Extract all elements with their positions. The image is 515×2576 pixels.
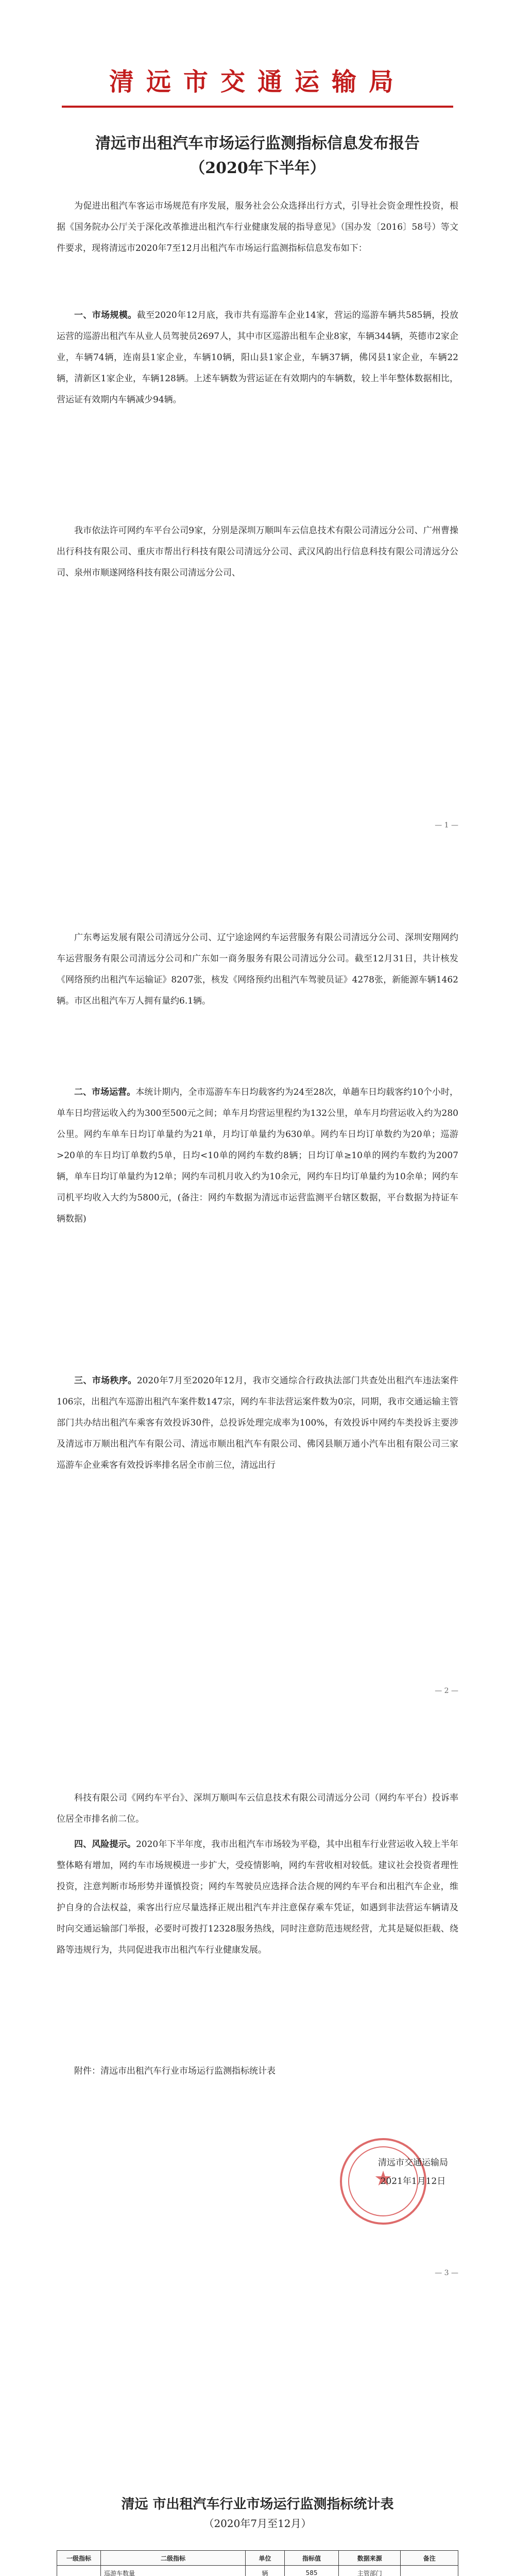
page-number: — 3 — (435, 2269, 458, 2277)
group-label (57, 2566, 101, 2576)
table-cell: 主管部门 (339, 2566, 401, 2576)
attachment-note: 附件：清远市出租汽车行业市场运行监测指标统计表 (74, 2066, 276, 2076)
section-4-heading: 四、风险提示。 (74, 1839, 136, 1850)
page-1 (0, 0, 515, 850)
column-header: 备注 (401, 2551, 458, 2566)
section-1-paragraph (57, 305, 458, 411)
page-3 (0, 1731, 515, 2298)
document-title: 清远市出租汽车市场运行监测指标信息发布报告（2020年下半年） (95, 134, 420, 177)
letterhead-rule (62, 106, 453, 108)
column-header: 指标值 (285, 2551, 339, 2566)
signature-date: 2021年1月12日 (380, 2176, 446, 2187)
section-3-paragraph (57, 1370, 458, 1476)
column-header: 一级指标 (57, 2551, 101, 2566)
column-header: 数据来源 (339, 2551, 401, 2566)
section-1-continued: 广东粤运发展有限公司清远分公司、辽宁途途网约车运营服务有限公司清远分公司、深圳安翔网约车运营服务有限公司清远分公司和广东如一商务服务有限公司清远分公司。截至12月31日，共计核发《网络预约出租汽车运输证》8207张，核发《网络预约出租汽车驾驶员证》4278张，新能源车辆1462辆。市区出租汽车万人拥有量约6.1辆。 (57, 933, 458, 1006)
section-2-paragraph (57, 1082, 458, 1230)
table-header-row (57, 2551, 458, 2566)
page-4 (0, 2308, 515, 2576)
intro-paragraph: 为促进出租汽车客运市场规范有序发展，服务社会公众选择出行方式，引导社会资金理性投资，根据《国务院办公厅关于深化改革推进出租汽车行业健康发展的指导意见》（国办发〔2016〕58号）等文件要求，现将清远市2020年7至12月出租汽车市场运行监测指标信息发布如下： (57, 201, 458, 253)
table-cell (401, 2566, 458, 2576)
signature-org: 清远市交通运输局 (378, 2158, 448, 2168)
page-number: — 2 — (435, 1687, 458, 1695)
table-cell: 585 (285, 2566, 339, 2576)
table-cell: 巡游车数量 (101, 2566, 246, 2576)
section-2-heading: 二、市场运营。 (74, 1087, 136, 1097)
table-title: 清远 市出租汽车行业市场运行监测指标统计表 (121, 2497, 394, 2512)
section-1-body: 截至2020年12月底，我市共有巡游车企业14家，营运的巡游车辆共585辆，投放运营的巡游出租汽车从业人员驾驶员2697人，其中市区巡游出租车企业8家，车辆344辆，英德市2家企业，车辆74辆，连南县1家企业，车辆10辆，阳山县1家企业，车辆37辆，佛冈县1家企业，车辆22辆，清新区1家企业，车辆128辆。上述车辆数为营运证在有效期内的车辆数，较上半年整体数据相比，营运证有效期内车辆减少94辆。 (57, 310, 458, 405)
section-4-paragraph (57, 1834, 458, 1961)
section-1-paragraph-2: 我市依法许可网约车平台公司9家，分别是深圳万顺叫车云信息技术有限公司清远分公司、广州曹操出行科技有限公司、重庆市帮出行科技有限公司清远分公司、武汉风韵出行信息科技有限公司清远分公司、泉州市顺遂网络科技有限公司清远分公司、 (57, 526, 458, 578)
statistics-table (57, 2550, 458, 2576)
signature-block (378, 2154, 448, 2191)
section-2-body: 本统计期内，全市巡游车车日均载客约为24至28次，单趟车日均载客约10个小时，单车日均营运收入约为300至500元之间；单车月均营运里程约为132公里，单车月均营运收入约为280公里。网约车单车日均订单量约为21单，月均订单量约为630单。网约车日均订单数约为20单；巡游>20单的车日均订单数约5单，日均<10单的网约车数约8辆；日均订单≥10单的网约车数约为2007辆，单车日均订单量约为12单；网约车司机月收入约为10余元，网约车日均订单量约为10余单；网约车司机平均收入大约为5800元，(备注：网约车数据为清远市运营监测平台辖区数据，平台数据为持证车辆数据) (57, 1087, 458, 1224)
section-3-body: 2020年7月至2020年12月，我市交通综合行政执法部门共查处出租汽车违法案件106宗，出租汽车巡游出租汽车案件数147宗，网约车非法营运案件数为0宗，同期，我市交通运输主管部门共办结出租汽车乘客有效投诉30件，总投诉处理完成率为100%，有效投诉中网约车类投诉主要涉及清远市万顺出租汽车有限公司、清远市顺出租汽车有限公司、佛冈县顺万通小汽车出租有限公司三家巡游车企业乘客有效投诉率排名居全市前三位，清远出行 (57, 1376, 458, 1470)
page-2 (0, 866, 515, 1716)
section-4-body: 2020年下半年度，我市出租汽车市场较为平稳，其中出租车行业营运收入较上半年整体略有增加，网约车市场规模进一步扩大，受疫情影响，网约车营收相对较低。建议社会投资者理性投资，注意判断市场形势并谨慎投资；网约车驾驶员应选择合法合规的网约车平台和出租汽车企业，维护自身的合法权益，乘客出行应尽量选择正规出租汽车并注意保存乘车凭证，如遇到非法营运车辆请及时向交通运输部门举报，必要时可拨打12328服务热线，同时注意防范违规经营，尤其是疑似拒载、绕路等违规行为，共同促进我市出租汽车行业健康发展。 (57, 1839, 459, 1955)
letterhead-title: 清远市交通运输局 (109, 67, 406, 96)
section-3-heading: 三、市场秩序。 (74, 1376, 137, 1386)
column-header: 单位 (245, 2551, 284, 2566)
table-cell: 辆 (245, 2566, 284, 2576)
official-seal-icon: ★ (340, 2138, 426, 2225)
table-row (57, 2566, 458, 2576)
page-number: — 1 — (435, 821, 458, 829)
column-header: 二级指标 (101, 2551, 246, 2566)
table-subtitle: （2020年7月至12月） (203, 2517, 312, 2530)
section-1-heading: 一、市场规模。 (74, 310, 137, 320)
section-3-continued: 科技有限公司《网约车平台》、深圳万顺叫车云信息技术有限公司清远分公司（网约车平台）投诉率位居全市排名前二位。 (57, 1793, 458, 1824)
